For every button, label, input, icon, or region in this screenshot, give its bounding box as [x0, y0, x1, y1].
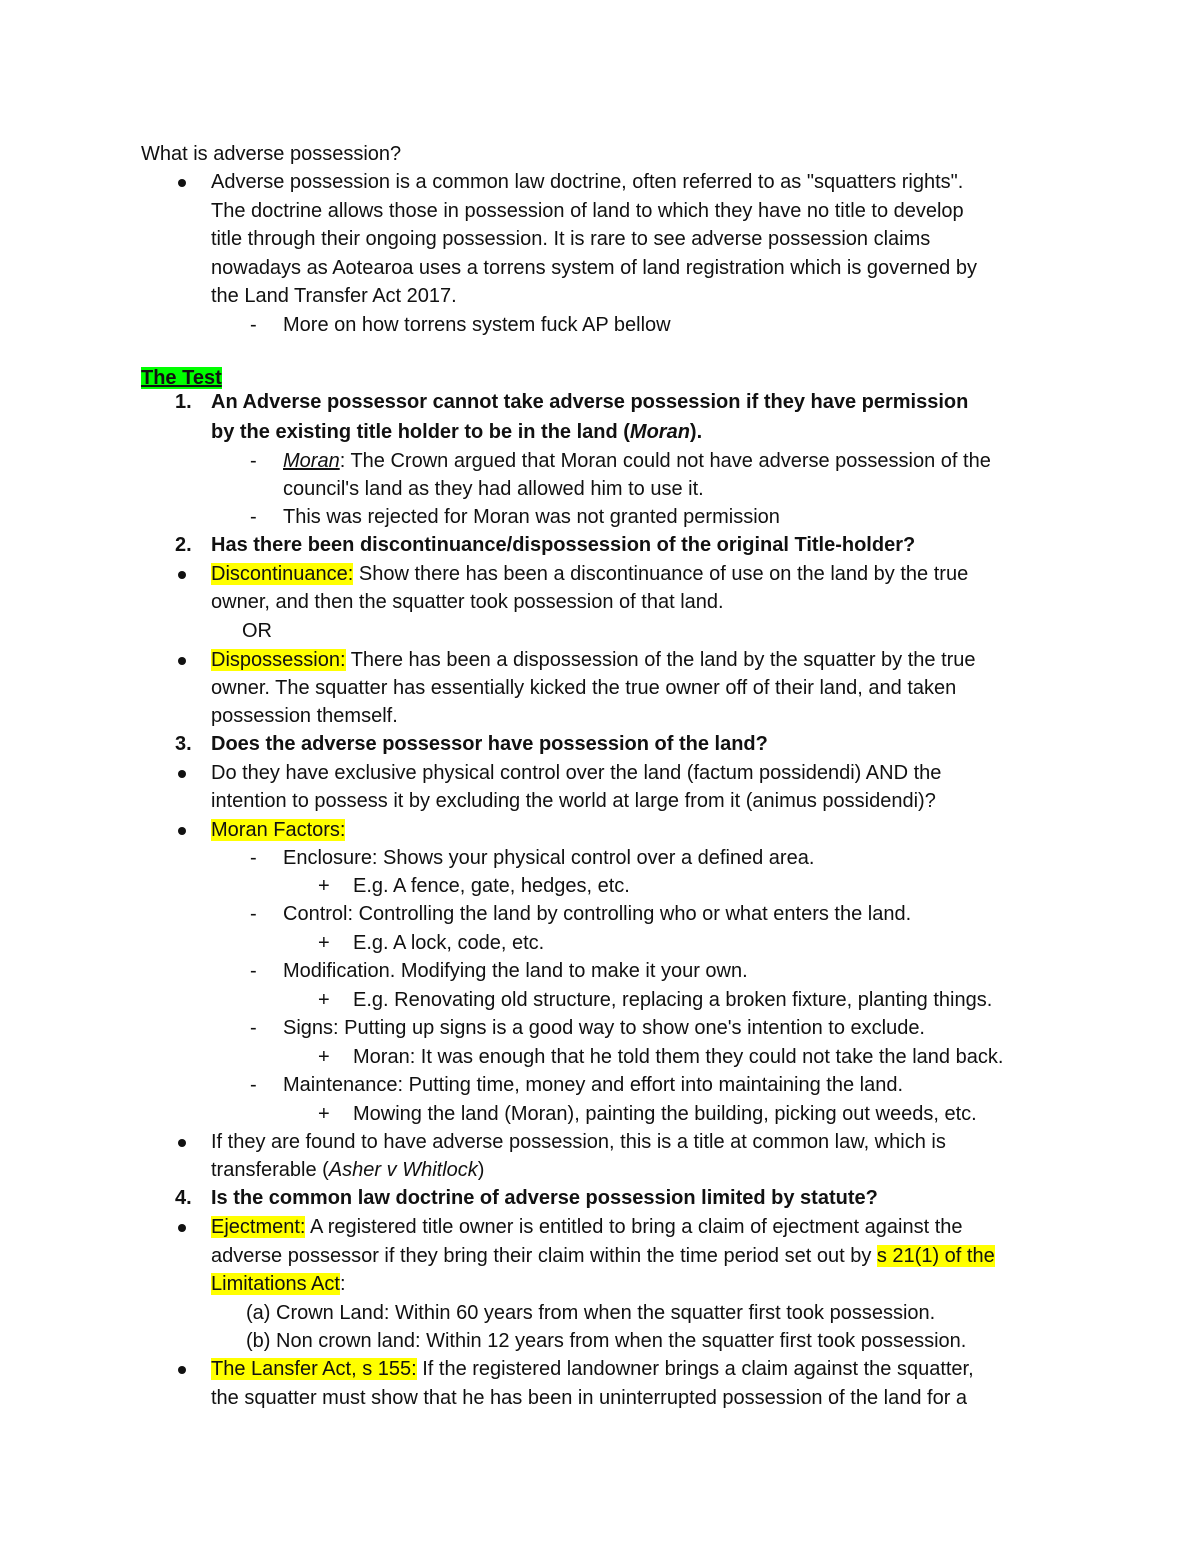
intro-subpoint: More on how torrens system fuck AP bellow: [283, 314, 671, 336]
number-marker: 1.: [175, 391, 192, 413]
dash-marker: -: [250, 1074, 257, 1096]
plus-marker: +: [318, 989, 330, 1011]
crown-land-item: (a) Crown Land: Within 60 years from when the squatter first took possession.: [246, 1302, 936, 1324]
or-text: OR: [242, 620, 272, 642]
factor-enclosure: Enclosure: Shows your physical control over a defined area.: [283, 847, 815, 869]
factor-example: Moran: It was enough that he told them they could not take the land back.: [353, 1046, 1004, 1068]
dash-marker: -: [250, 506, 257, 528]
test-3-question: Does the adverse possessor have possession of the land?: [211, 733, 768, 755]
plus-marker: +: [318, 875, 330, 897]
test-2-question: Has there been discontinuance/dispossession of the original Title-holder?: [211, 534, 916, 556]
possession-line: Do they have exclusive physical control over the land (factum possidendi) AND the: [211, 762, 942, 784]
factor-control: Control: Controlling the land by controlling who or what enters the land.: [283, 903, 912, 925]
moran-factors-label: Moran Factors:: [211, 819, 346, 841]
common-law-title-line: If they are found to have adverse possession, this is a title at common law, which is: [211, 1131, 946, 1153]
number-marker: 4.: [175, 1187, 192, 1209]
number-marker: 3.: [175, 733, 192, 755]
test-heading: The Test: [141, 367, 222, 389]
bullet-icon: [178, 1213, 186, 1241]
intro-line: The doctrine allows those in possession of land to which they have no title to develop: [211, 200, 964, 222]
dispossession-line: possession themself.: [211, 705, 398, 727]
intro-line: Adverse possession is a common law doctrine, often referred to as "squatters rights".: [211, 171, 964, 193]
factor-maintenance: Maintenance: Putting time, money and effort into maintaining the land.: [283, 1074, 904, 1096]
factor-example: Mowing the land (Moran), painting the building, picking out weeds, etc.: [353, 1103, 977, 1125]
plus-marker: +: [318, 1103, 330, 1125]
dash-marker: -: [250, 1017, 257, 1039]
discontinuance-line: owner, and then the squatter took possession of that land.: [211, 591, 724, 613]
factor-example: E.g. A lock, code, etc.: [353, 932, 545, 954]
intro-line: title through their ongoing possession. It is rare to see adverse possession claims: [211, 228, 931, 250]
plus-marker: +: [318, 932, 330, 954]
dash-marker: -: [250, 314, 257, 336]
bullet-icon: [178, 560, 186, 588]
ejectment-line: Limitations Act:: [211, 1273, 346, 1295]
test-1-case-note: Moran: The Crown argued that Moran could not have adverse possession of the: [283, 450, 991, 472]
dispossession-line: Dispossession: There has been a dispossession of the land by the squatter by the true: [211, 649, 976, 671]
test-1-line: by the existing title holder to be in the land (Moran).: [211, 421, 703, 443]
factor-signs: Signs: Putting up signs is a good way to show one's intention to exclude.: [283, 1017, 925, 1039]
factor-example: E.g. A fence, gate, hedges, etc.: [353, 875, 630, 897]
dash-marker: -: [250, 960, 257, 982]
test-1-case-note: council's land as they had allowed him to use it.: [283, 478, 704, 500]
dispossession-line: owner. The squatter has essentially kicked the true owner off of their land, and taken: [211, 677, 957, 699]
test-1-case-note: This was rejected for Moran was not granted permission: [283, 506, 780, 528]
intro-line: the Land Transfer Act 2017.: [211, 285, 457, 307]
question-heading: What is adverse possession?: [141, 143, 402, 165]
test-1-line: An Adverse possessor cannot take adverse possession if they have permission: [211, 391, 969, 413]
ejectment-line: adverse possessor if they bring their claim within the time period set out by s 21(1) of the: [211, 1245, 995, 1267]
dash-marker: -: [250, 847, 257, 869]
possession-line: intention to possess it by excluding the world at large from it (animus possidendi)?: [211, 790, 936, 812]
bullet-icon: [178, 759, 186, 787]
land-transfer-line: the squatter must show that he has been in uninterrupted possession of the land for a: [211, 1387, 968, 1409]
plus-marker: +: [318, 1046, 330, 1068]
dash-marker: -: [250, 450, 257, 472]
bullet-icon: [178, 168, 186, 196]
dash-marker: -: [250, 903, 257, 925]
common-law-title-line: transferable (Asher v Whitlock): [211, 1159, 485, 1181]
test-4-question: Is the common law doctrine of adverse possession limited by statute?: [211, 1187, 878, 1209]
bullet-icon: [178, 646, 186, 674]
factor-modification: Modification. Modifying the land to make it your own.: [283, 960, 748, 982]
bullet-icon: [178, 1355, 186, 1383]
factor-example: E.g. Renovating old structure, replacing a broken fixture, planting things.: [353, 989, 993, 1011]
bullet-icon: [178, 1128, 186, 1156]
number-marker: 2.: [175, 534, 192, 556]
bullet-icon: [178, 816, 186, 844]
discontinuance-line: Discontinuance: Show there has been a discontinuance of use on the land by the true: [211, 563, 969, 585]
ejectment-line: Ejectment: A registered title owner is entitled to bring a claim of ejectment against the: [211, 1216, 963, 1238]
intro-line: nowadays as Aotearoa uses a torrens system of land registration which is governed by: [211, 257, 977, 279]
land-transfer-line: The Lansfer Act, s 155: If the registered landowner brings a claim against the squatter,: [211, 1358, 974, 1380]
non-crown-land-item: (b) Non crown land: Within 12 years from when the squatter first took possession.: [246, 1330, 967, 1352]
